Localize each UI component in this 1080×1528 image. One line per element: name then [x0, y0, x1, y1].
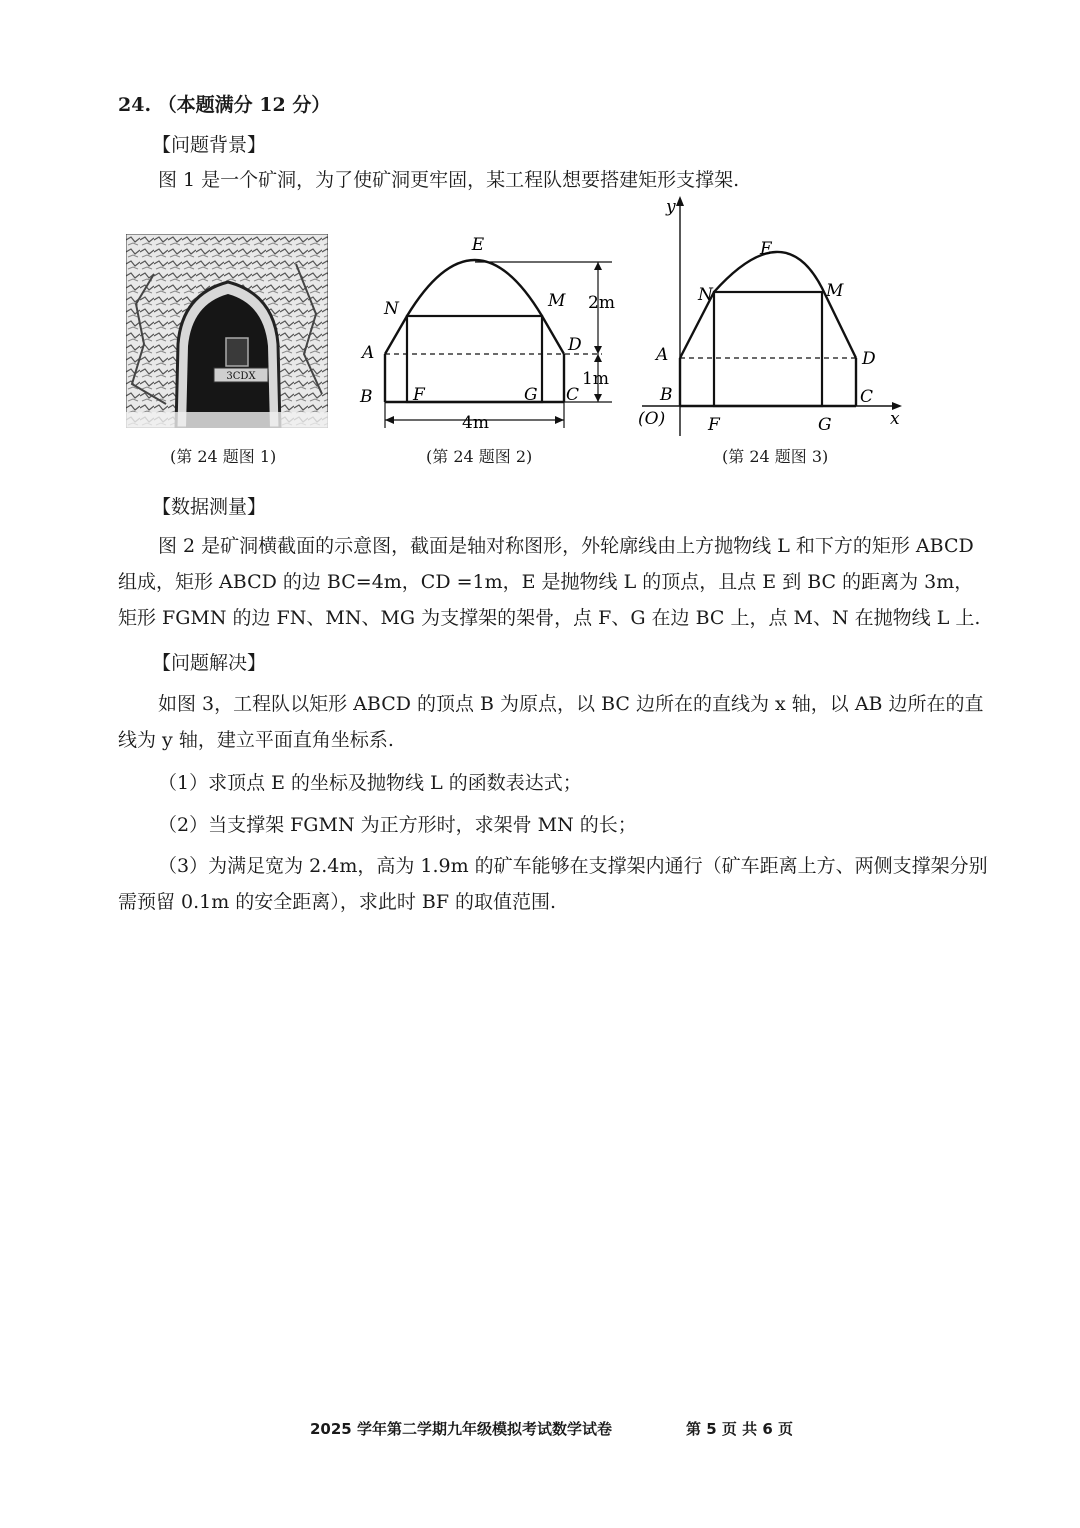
- figure-1-tunnel-photo: [126, 234, 328, 428]
- label-N: N: [384, 299, 399, 319]
- label-G: G: [524, 385, 538, 405]
- section-background-title: 【问题背景】: [152, 134, 267, 156]
- question-header: 24. （本题满分 12 分）: [118, 94, 331, 116]
- footer-exam-title: 2025 学年第二学期九年级模拟考试数学试卷: [310, 1420, 612, 1438]
- label-D: D: [862, 349, 876, 369]
- label-A: A: [656, 345, 669, 365]
- section-measure-title: 【数据测量】: [152, 496, 267, 518]
- label-D: D: [568, 335, 582, 355]
- label-C: C: [566, 385, 580, 405]
- label-F: F: [413, 385, 425, 405]
- sub-question-1: （1）求顶点 E 的坐标及抛物线 L 的函数表达式；: [158, 772, 582, 794]
- figure-3-coordinate: [634, 192, 916, 440]
- tunnel-door: [226, 338, 248, 366]
- label-F: F: [708, 415, 720, 435]
- parabola-L: [385, 260, 564, 354]
- sub-question-2: （2）当支撑架 FGMN 为正方形时，求架骨 MN 的长；: [158, 814, 637, 836]
- figure-3-caption: (第 24 题图 3): [722, 447, 829, 466]
- figure-1-caption: (第 24 题图 1): [170, 447, 277, 466]
- label-origin: (O): [638, 409, 666, 429]
- support-frame-FGMN: [714, 292, 822, 406]
- label-E: E: [471, 235, 485, 255]
- label-N: N: [698, 285, 713, 305]
- label-E: E: [760, 239, 773, 259]
- label-M: M: [548, 291, 566, 311]
- figure-2-schematic: [350, 224, 630, 436]
- dim-label-1m: 1m: [582, 369, 609, 389]
- section-solve-title: 【问题解决】: [152, 652, 267, 674]
- dim-label-4m: 4m: [462, 413, 489, 433]
- dim-label-2m: 2m: [588, 293, 615, 313]
- label-B: B: [360, 387, 373, 407]
- footer-page-info: 第 5 页 共 6 页: [686, 1420, 793, 1438]
- label-C: C: [860, 387, 874, 407]
- label-G: G: [818, 415, 832, 435]
- figure-2-caption: (第 24 题图 2): [426, 447, 533, 466]
- label-M: M: [826, 281, 844, 301]
- sub-question-3: （3）为满足宽为 2.4m，高为 1.9m 的矿车能够在支撑架内通行（矿车距离上方、两侧支撑架分别需预留 0.1m 的安全距离），求此时 BF 的取值范围.: [118, 855, 988, 913]
- label-B: B: [660, 385, 673, 405]
- support-frame-FGMN: [407, 316, 542, 402]
- label-x: x: [890, 409, 900, 429]
- label-y: y: [666, 197, 676, 217]
- measure-text: 图 2 是矿洞横截面的示意图，截面是轴对称图形，外轮廓线由上方抛物线 L 和下方的矩形 ABCD 组成，矩形 ABCD 的边 BC=4m，CD =1m，E 是抛物线 L 的顶点，且点 E 到 BC 的距离为 3m，矩形 FGMN 的边 FN、MN、MG 为支撑架的架骨，点 F、G 在边 BC 上，点 M、N 在抛物线 L 上.: [118, 535, 981, 629]
- tunnel-sign-text: 3CDX: [226, 371, 256, 382]
- solve-text: 如图 3，工程队以矩形 ABCD 的顶点 B 为原点，以 BC 边所在的直线为 x 轴，以 AB 边所在的直线为 y 轴，建立平面直角坐标系.: [118, 693, 984, 751]
- label-A: A: [362, 343, 375, 363]
- background-text: 图 1 是一个矿洞，为了使矿洞更牢固，某工程队想要搭建矩形支撑架.: [158, 169, 740, 191]
